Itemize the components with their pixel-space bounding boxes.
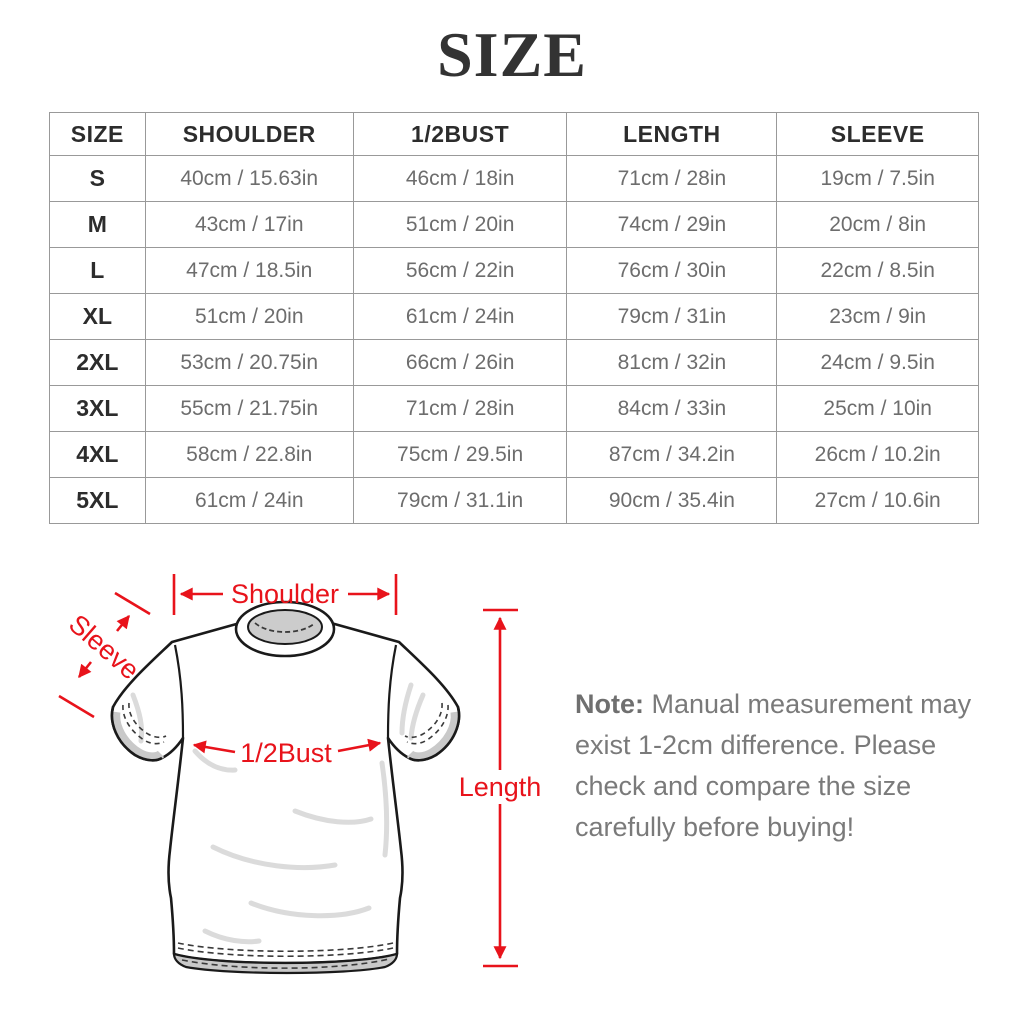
header-shoulder: SHOULDER — [145, 113, 353, 156]
size-cell: 2XL — [50, 340, 146, 386]
length-cell: 90cm / 35.4in — [567, 478, 777, 524]
shoulder-cell: 55cm / 21.75in — [145, 386, 353, 432]
table-row — [50, 340, 979, 386]
measurement-note — [575, 684, 975, 848]
shoulder-cell: 47cm / 18.5in — [145, 248, 353, 294]
length-cell: 87cm / 34.2in — [567, 432, 777, 478]
sleeve-cell: 20cm / 8in — [777, 202, 979, 248]
note-label: Note: — [575, 689, 644, 719]
table-row — [50, 202, 979, 248]
length-cell: 79cm / 31in — [567, 294, 777, 340]
table-header-row — [50, 113, 979, 156]
size-cell: 3XL — [50, 386, 146, 432]
length-cell: 71cm / 28in — [567, 156, 777, 202]
header-length: LENGTH — [567, 113, 777, 156]
bust-cell: 56cm / 22in — [353, 248, 567, 294]
header-halfbust: 1/2BUST — [353, 113, 567, 156]
note-line: Note: Manual measurement may — [575, 689, 972, 719]
note-line: check and compare the size — [575, 771, 912, 801]
shoulder-cell: 40cm / 15.63in — [145, 156, 353, 202]
sleeve-cell: 19cm / 7.5in — [777, 156, 979, 202]
size-cell: XL — [50, 294, 146, 340]
size-table — [49, 112, 979, 524]
note-line: exist 1-2cm difference. Please — [575, 730, 937, 760]
shoulder-cell: 51cm / 20in — [145, 294, 353, 340]
bust-cell: 79cm / 31.1in — [353, 478, 567, 524]
table-row — [50, 478, 979, 524]
table-row — [50, 294, 979, 340]
size-cell: 5XL — [50, 478, 146, 524]
length-cell: 76cm / 30in — [567, 248, 777, 294]
sleeve-cell: 27cm / 10.6in — [777, 478, 979, 524]
page-title: SIZE — [437, 19, 587, 90]
header-size: SIZE — [50, 113, 146, 156]
length-cell: 84cm / 33in — [567, 386, 777, 432]
table-row — [50, 156, 979, 202]
bust-cell: 75cm / 29.5in — [353, 432, 567, 478]
note-line: carefully before buying! — [575, 812, 855, 842]
size-cell: L — [50, 248, 146, 294]
tshirt-graphic — [112, 602, 459, 973]
shoulder-cell: 58cm / 22.8in — [145, 432, 353, 478]
size-cell: 4XL — [50, 432, 146, 478]
length-cell: 74cm / 29in — [567, 202, 777, 248]
table-row — [50, 432, 979, 478]
size-cell: S — [50, 156, 146, 202]
sleeve-cell: 22cm / 8.5in — [777, 248, 979, 294]
bust-cell: 71cm / 28in — [353, 386, 567, 432]
half-bust-label: 1/2Bust — [240, 738, 332, 768]
length-label: Length — [458, 772, 542, 802]
length-cell: 81cm / 32in — [567, 340, 777, 386]
sleeve-cell: 25cm / 10in — [777, 386, 979, 432]
bust-cell: 66cm / 26in — [353, 340, 567, 386]
sleeve-cell: 24cm / 9.5in — [777, 340, 979, 386]
sleeve-cell: 23cm / 9in — [777, 294, 979, 340]
table-row — [50, 386, 979, 432]
bust-cell: 51cm / 20in — [353, 202, 567, 248]
shoulder-cell: 43cm / 17in — [145, 202, 353, 248]
shoulder-label: Shoulder — [230, 579, 340, 609]
size-cell: M — [50, 202, 146, 248]
bust-cell: 46cm / 18in — [353, 156, 567, 202]
bust-cell: 61cm / 24in — [353, 294, 567, 340]
sleeve-label: Sleeve — [63, 608, 145, 686]
tshirt-measurement-diagram — [55, 555, 555, 1015]
table-row — [50, 248, 979, 294]
header-sleeve: SLEEVE — [777, 113, 979, 156]
shoulder-cell: 61cm / 24in — [145, 478, 353, 524]
shoulder-cell: 53cm / 20.75in — [145, 340, 353, 386]
sleeve-cell: 26cm / 10.2in — [777, 432, 979, 478]
